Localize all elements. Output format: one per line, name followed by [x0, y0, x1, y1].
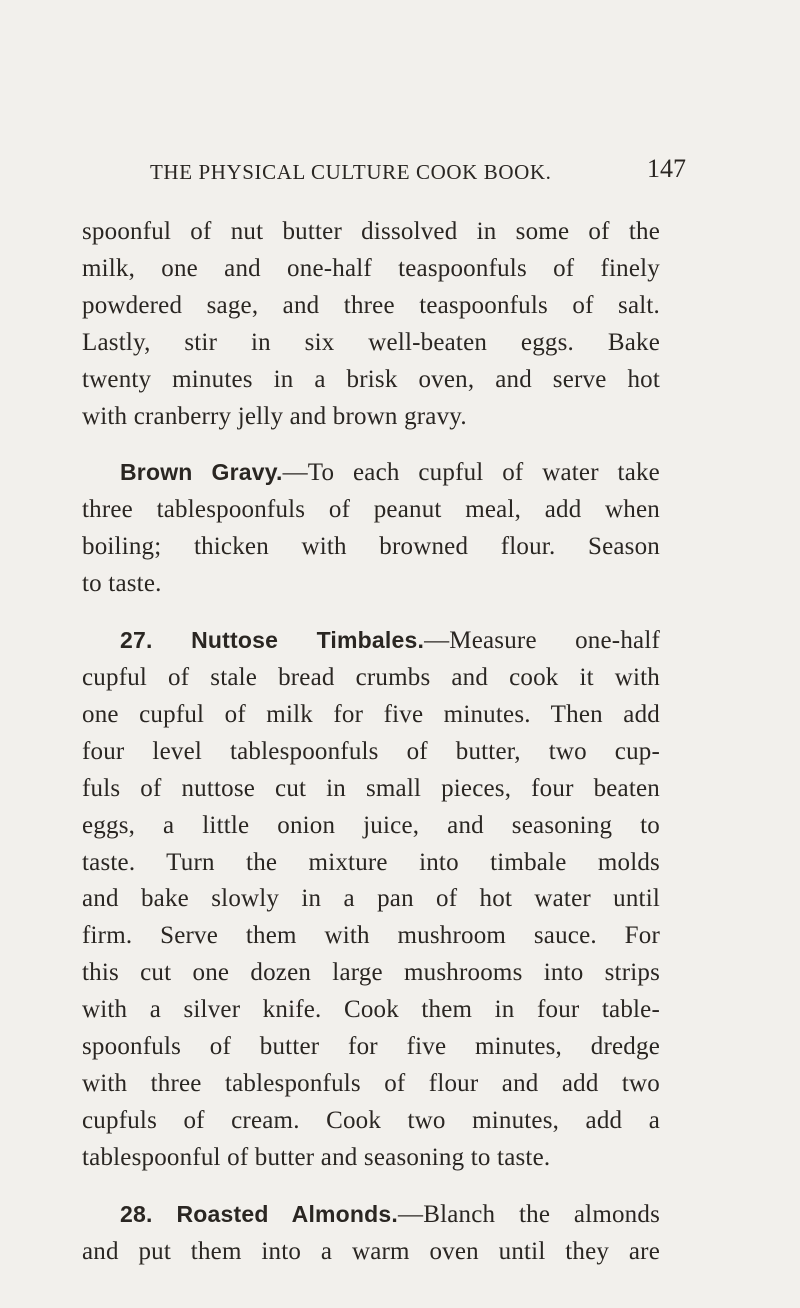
text-line: firm. Serve them with mushroom sauce. For	[82, 922, 660, 950]
text-line: with a silver knife. Cook them in four table-	[82, 996, 660, 1024]
text-line: twenty minutes in a brisk oven, and serve hot	[82, 365, 660, 393]
text-line: spoonful of nut butter dissolved in some of the	[82, 218, 660, 245]
text-line: and put them into a warm oven until they are	[82, 1237, 660, 1265]
paragraph-roasted-almonds	[82, 1196, 660, 1271]
body-text	[82, 214, 660, 1270]
text-line: four level tablespoonfuls of butter, two cup-	[82, 737, 660, 765]
text-line	[82, 454, 660, 492]
recipe-heading-roasted-almonds: 28. Roasted Almonds.	[120, 1200, 399, 1227]
text-line: with three tablesponfuls of flour and add two	[82, 1069, 660, 1097]
recipe-heading-nuttose-timbales: 27. Nuttose Timbales.	[120, 627, 425, 654]
text-line: milk, one and one-half teaspoonfuls of finely	[82, 254, 660, 282]
text-line: eggs, a little onion juice, and seasoning to	[82, 811, 660, 839]
paragraph-stuffing-continued	[82, 214, 660, 435]
text-line: three tablespoonfuls of peanut meal, add when	[82, 496, 660, 524]
paragraph-brown-gravy	[82, 454, 660, 603]
text-line: with cranberry jelly and brown gravy.	[82, 402, 467, 430]
text-line-rest: —To each cupful of water take	[282, 459, 660, 487]
running-header	[150, 154, 686, 196]
text-line: spoonfuls of butter for five minutes, dredge	[82, 1033, 660, 1061]
text-line	[82, 1196, 660, 1234]
text-line: cupfuls of cream. Cook two minutes, add a	[82, 1106, 660, 1134]
text-line	[82, 622, 660, 660]
text-line: fuls of nuttose cut in small pieces, four beaten	[82, 774, 660, 802]
page-number: 147	[647, 154, 686, 183]
text-line-rest: —Measure one-half	[424, 627, 660, 655]
text-line: boiling; thicken with browned flour. Season	[82, 533, 660, 561]
text-line: Lastly, stir in six well-beaten eggs. Bake	[82, 328, 660, 356]
text-line: to taste.	[82, 570, 162, 598]
recipe-heading-brown-gravy: Brown Gravy.	[120, 459, 283, 486]
text-line-rest: —Blanch the almonds	[398, 1200, 660, 1228]
text-line: cupful of stale bread crumbs and cook it with	[82, 663, 660, 691]
text-line: this cut one dozen large mushrooms into strips	[82, 959, 660, 987]
text-line: powdered sage, and three teaspoonfuls of salt.	[82, 291, 660, 319]
text-line: tablespoonful of butter and seasoning to taste.	[82, 1143, 551, 1171]
text-line: one cupful of milk for five minutes. Then add	[82, 700, 660, 728]
paragraph-nuttose-timbales	[82, 622, 660, 1177]
text-line: taste. Turn the mixture into timbale molds	[82, 848, 660, 876]
text-line: and bake slowly in a pan of hot water until	[82, 885, 660, 913]
running-header-title: THE PHYSICAL CULTURE COOK BOOK.	[150, 160, 552, 184]
